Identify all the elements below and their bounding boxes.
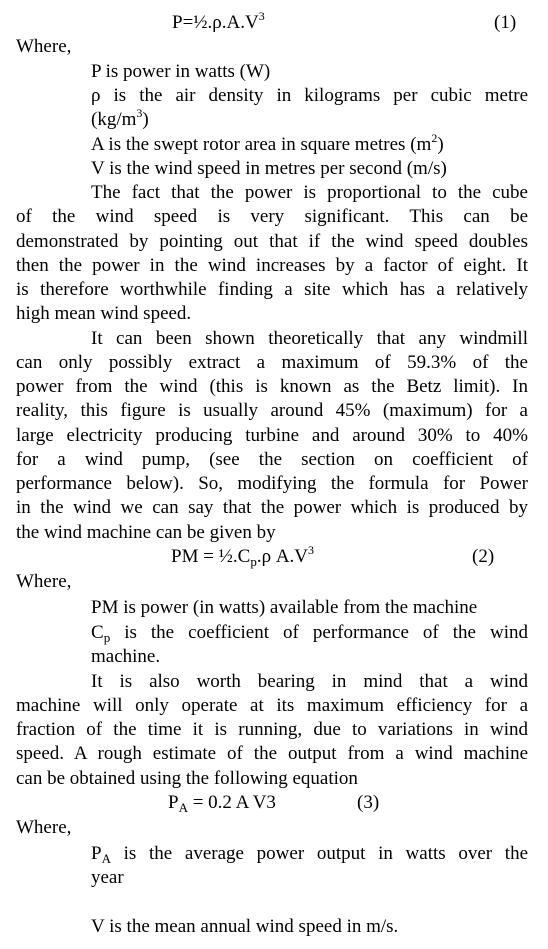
def-coefficient-performance-cont: machine.: [91, 646, 161, 667]
paragraph-1-line: demonstrated by pointing out that if the wind speed doubles: [16, 231, 528, 252]
equation-3: $P_A = 0.2$ A V3: [168, 792, 276, 815]
def-average-power: $P_A$ is the average power output in watts over the: [91, 843, 528, 866]
equation-2-number: (2): [472, 546, 495, 567]
where-label-3: Where,: [16, 817, 72, 838]
def-wind-speed: V is the wind speed in metres per second (m/s): [91, 158, 447, 179]
paragraph-2-line: can only possibly extract a maximum of 59.3% of the: [16, 352, 528, 373]
equation-1: $P=\frac{1}{2}.\rho.A.V^3$: [172, 9, 265, 33]
paragraph-2-line: performance below). So, modifying the formula for Power: [16, 473, 528, 494]
def-average-power-cont: year: [91, 867, 124, 888]
paragraph-3-line: machine will only operate at its maximum efficiency for a: [16, 695, 528, 716]
paragraph-2-line: reality, this figure is usually around 45% (maximum) for a: [16, 400, 528, 421]
def-air-density: ρ is the air density in kilograms per cubic metre: [91, 85, 528, 106]
equation-2: PM = $\frac{1}{2}.C_p.\rho$ $A.V^3$: [171, 543, 315, 569]
def-air-density-units: $(kg/m^3)$: [91, 106, 149, 130]
def-coefficient-performance: $C_p$ is the coefficient of performance of the wind: [91, 622, 528, 645]
paragraph-2-line: It can been shown theoretically that any windmill: [91, 328, 528, 349]
paragraph-2-line: the wind machine can be given by: [16, 522, 276, 543]
paragraph-3-line: can be obtained using the following equation: [16, 768, 358, 789]
paragraph-3-line: fraction of the time it is running, due to variations in wind: [16, 719, 528, 740]
def-power: P is power in watts (W): [91, 61, 271, 82]
paragraph-2-line: for a wind pump, (see the section on coefficient of: [16, 449, 528, 470]
paragraph-3-line: It is also worth bearing in mind that a wind: [91, 671, 528, 692]
def-swept-area: A is the swept rotor area in square metres $(m^2)$: [91, 131, 444, 155]
paragraph-1-line: then the power in the wind increases by a factor of eight. It: [16, 255, 528, 276]
paragraph-1-line: is therefore worthwhile finding a site which has a relatively: [16, 279, 528, 300]
paragraph-2-line: power from the wind (this is known as the Betz limit). In: [16, 376, 528, 397]
where-label-1: Where,: [16, 36, 72, 57]
def-mean-wind-speed: V is the mean annual wind speed in m/s.: [91, 916, 399, 937]
paragraph-3-line: speed. A rough estimate of the output from a wind machine: [16, 743, 528, 764]
paragraph-1-line: The fact that the power is proportional to the cube: [91, 182, 528, 203]
equation-1-number: (1): [494, 12, 517, 33]
def-machine-power: PM is power (in watts) available from the machine: [91, 597, 478, 618]
where-label-2: Where,: [16, 571, 72, 592]
paragraph-1-line: high mean wind speed.: [16, 303, 192, 324]
paragraph-2-line: large electricity producing turbine and around 30% to 40%: [16, 425, 528, 446]
equation-3-number: (3): [357, 792, 380, 813]
paragraph-2-line: in the wind we can say that the power which is produced by: [16, 497, 528, 518]
paragraph-1-line: of the wind speed is very significant. This can be: [16, 206, 528, 227]
